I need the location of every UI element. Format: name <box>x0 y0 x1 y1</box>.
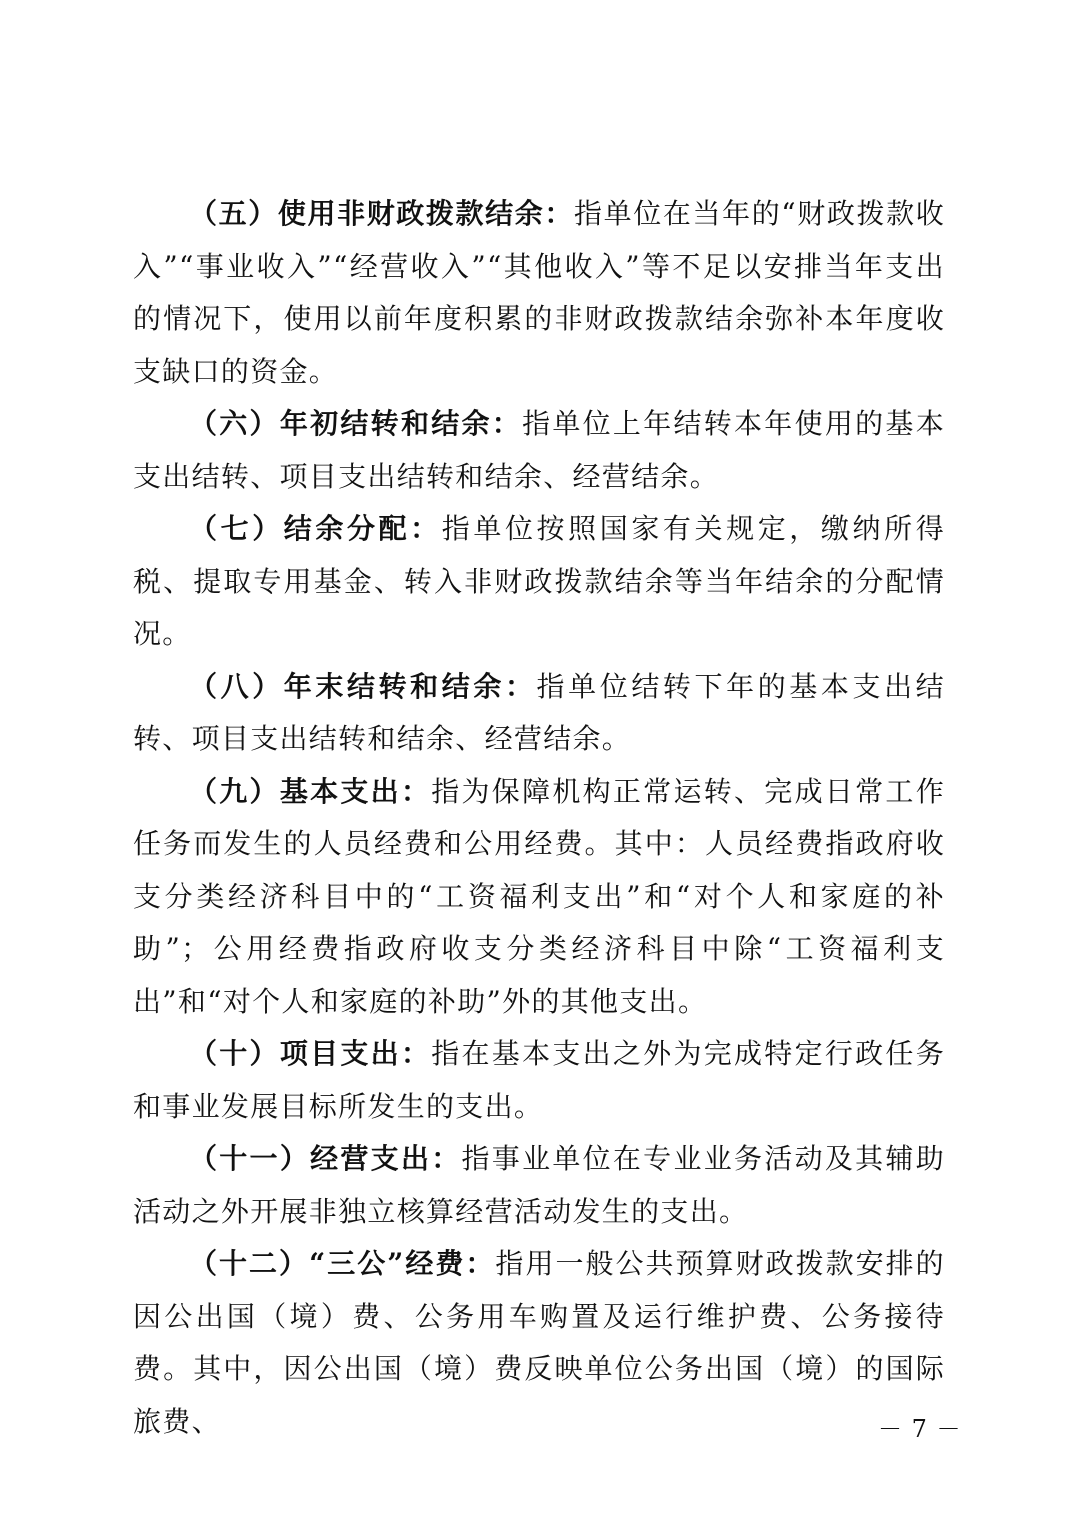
paragraph-term: （五）使用非财政拨款结余： <box>189 197 574 230</box>
paragraph-text: 指单位在当年的“财政拨款收入”“事业收入”“经营收入”“其他收入”等不足以安排当年支出的情况下，使用以前年度积累的非财政拨款结余弥补本年度收支缺口的资金。 <box>133 197 945 388</box>
page-number: － 7 － <box>878 1415 962 1443</box>
paragraph-text: 指单位上年结转本年使用的基本支出结转、项目支出结转和结余、经营结余。 <box>133 407 946 493</box>
paragraph-term: （十二）“三公”经费： <box>189 1247 496 1280</box>
paragraph-item-7 <box>133 503 945 661</box>
paragraph-term: （十一）经营支出： <box>189 1142 462 1175</box>
paragraph-item-9 <box>133 766 945 1029</box>
paragraph-term: （十）项目支出： <box>189 1037 432 1070</box>
paragraph-term: （九）基本支出： <box>189 774 432 808</box>
paragraph-text: 指为保障机构正常运转、完成日常工作任务而发生的人员经费和公用经费。其中：人员经费指政府收支分类经济科目中的“工资福利支出”和“对个人和家庭的补助”；公用经费指政府收支分类经济科目中除“工资福利支出”和“对个人和家庭的补助”外的其他支出。 <box>133 774 945 1018</box>
paragraph-term: （六）年初结转和结余： <box>189 407 523 440</box>
paragraph-text: 指事业单位在专业业务活动及其辅助活动之外开展非独立核算经营活动发生的支出。 <box>133 1142 945 1228</box>
paragraph-text: 指用一般公共预算财政拨款安排的因公出国（境）费、公务用车购置及运行维护费、公务接待费。其中，因公出国（境）费反映单位公务出国（境）的国际旅费、 <box>133 1247 945 1438</box>
paragraph-item-5 <box>133 188 945 398</box>
paragraph-text: 指在基本支出之外为完成特定行政任务和事业发展目标所发生的支出。 <box>133 1037 945 1123</box>
paragraph-term: （七）结余分配： <box>189 512 442 545</box>
paragraph-term: （八）年末结转和结余： <box>189 669 537 703</box>
paragraph-text: 指单位结转下年的基本支出结转、项目支出结转和结余、经营结余。 <box>133 669 945 755</box>
paragraph-text: 指单位按照国家有关规定，缴纳所得税、提取专用基金、转入非财政拨款结余等当年结余的分配情况。 <box>133 512 945 650</box>
paragraph-item-6 <box>133 398 945 503</box>
paragraph-item-11 <box>133 1133 945 1238</box>
paragraph-item-12 <box>133 1238 945 1448</box>
document-body <box>133 188 945 1448</box>
paragraph-item-8 <box>133 661 945 766</box>
paragraph-item-10 <box>133 1028 945 1133</box>
